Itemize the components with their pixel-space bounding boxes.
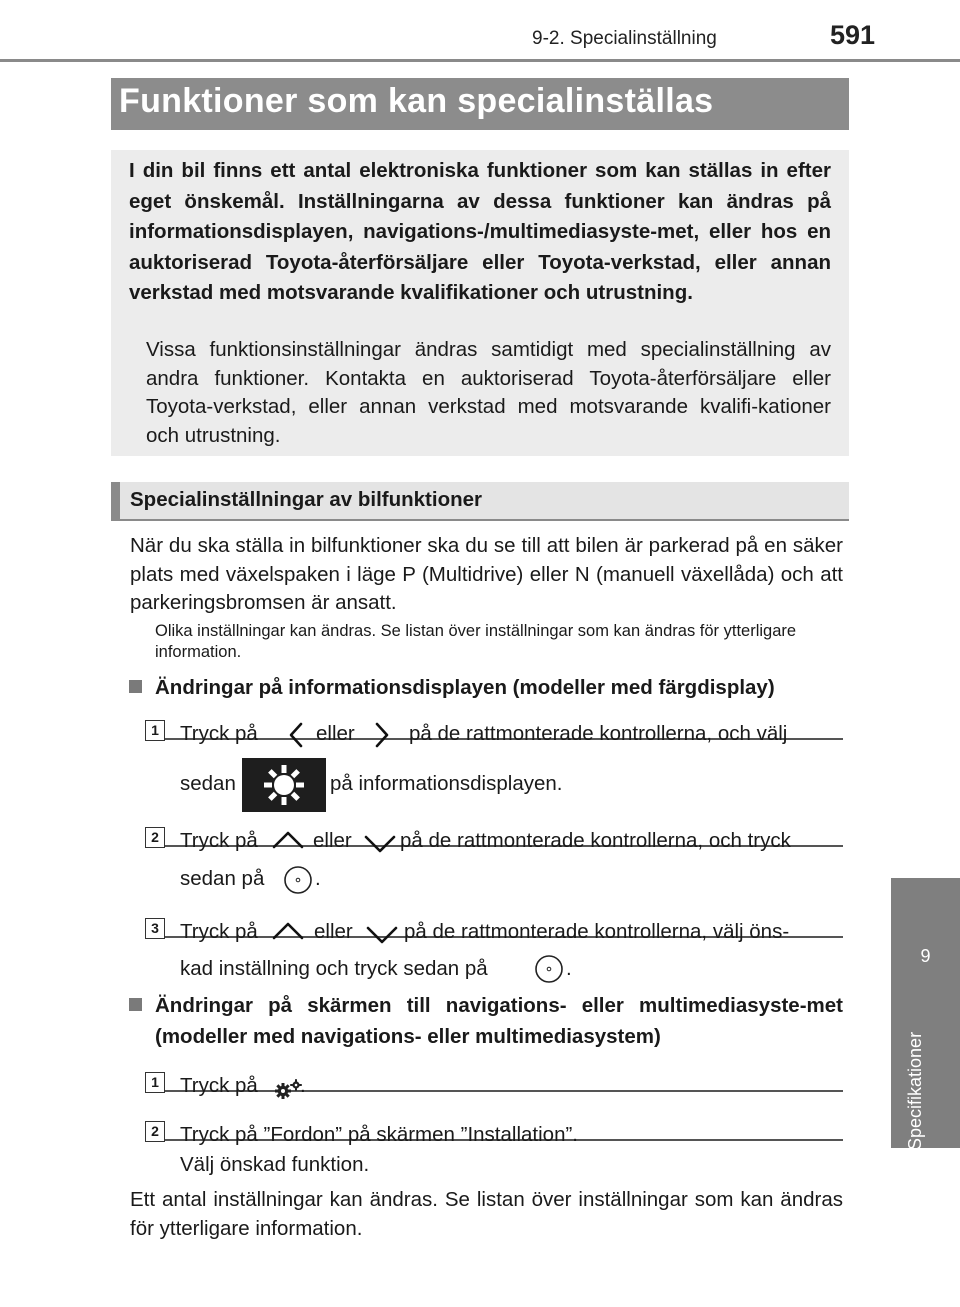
step-text-part: på de rattmonterade kontrollerna, och välj bbox=[409, 722, 788, 745]
step-text-part: på informationsdisplayen. bbox=[330, 772, 563, 795]
step-text-part: sedan på bbox=[180, 867, 265, 890]
subsection-heading-navigation: Ändringar på skärmen till navigations- eller multimediasyste-met (modeller med navigations- eller multimediasystem) bbox=[155, 994, 843, 1048]
step-text-part: Tryck på bbox=[180, 920, 258, 943]
step-text: Välj önskad funktion. bbox=[180, 1153, 370, 1176]
chapter-label: Specifikationer bbox=[905, 1031, 925, 1150]
step-text-part: Tryck på bbox=[180, 1074, 258, 1097]
step-text-part: sedan bbox=[180, 772, 236, 795]
header-rule bbox=[0, 59, 960, 62]
step-text-part: . bbox=[566, 957, 572, 980]
square-bullet-icon bbox=[129, 680, 142, 693]
step-text-part: eller bbox=[316, 722, 355, 745]
intro-paragraph: När du ska ställa in bilfunktioner ska du se till att bilen är parkerad på en säker plats med växelspaken i läge P (Multidrive) eller N (manuell växellåda) och att parkeringsbromsen är ansatt. bbox=[130, 534, 843, 614]
sun-gear-icon bbox=[242, 758, 326, 812]
step-text-part: eller bbox=[314, 920, 353, 943]
chevron-up-icon bbox=[270, 828, 306, 852]
intro-paragraph-note: Olika inställningar kan ändras. Se listan över inställningar som kan ändras för ytterligare information. bbox=[155, 622, 797, 661]
chevron-left-icon bbox=[284, 720, 308, 750]
settings-display-icon bbox=[242, 758, 326, 812]
ok-button-icon bbox=[533, 953, 565, 985]
step-text-part: Tryck på bbox=[180, 722, 258, 745]
page-title: Funktioner som kan specialinställas bbox=[119, 82, 714, 120]
step-number-badge: 1 bbox=[145, 1072, 165, 1093]
chevron-down-icon bbox=[362, 832, 398, 856]
chevron-right-icon bbox=[370, 720, 394, 750]
step-text-part: eller bbox=[313, 829, 352, 852]
step-number-badge: 2 bbox=[145, 1121, 165, 1142]
step-text-part: Tryck på bbox=[180, 829, 258, 852]
chevron-up-icon bbox=[270, 919, 306, 943]
page-number: 591 bbox=[830, 20, 876, 50]
step-text-part: kad inställning och tryck sedan på bbox=[180, 957, 488, 980]
subsection-heading-color-display: Ändringar på informationsdisplayen (modeller med färgdisplay) bbox=[155, 676, 775, 699]
chapter-number: 9 bbox=[920, 946, 931, 966]
step-number-badge: 1 bbox=[145, 720, 165, 741]
step-number-badge: 3 bbox=[145, 918, 165, 939]
closing-paragraph: Ett antal inställningar kan ändras. Se listan över inställningar som kan ändras för ytterligare information. bbox=[130, 1188, 843, 1240]
intro-note: Vissa funktionsinställningar ändras samtidigt med specialinställning av andra funktioner. Kontakta en auktoriserad Toyota-återförsäljare eller Toyota-verkstad, eller annan verkstad med motsvarande kvalifi-kationer och utrustning. bbox=[146, 338, 831, 447]
section-heading-accent bbox=[111, 482, 120, 520]
step-text: Tryck på ”Fordon” på skärmen ”Installation”. bbox=[180, 1123, 578, 1146]
step-text bbox=[180, 720, 258, 748]
section-heading: Specialinställningar av bilfunktioner bbox=[130, 488, 482, 511]
step-text-part: . bbox=[315, 867, 321, 890]
intro-bold-text: I din bil finns ett antal elektroniska funktioner som kan ställas in efter eget önskemål. Inställningarna av dessa funktioner kan ändras på informationsdisplayen, navigations-/multimediasyste-met, eller hos en auktoriserad Toyota-återförsäljare eller Toyota-verkstad, eller annan verkstad med motsvarande kvalifikationer och utrustning. bbox=[129, 159, 831, 304]
step-number-badge: 2 bbox=[145, 827, 165, 848]
header-section-title: 9-2. Specialinställning bbox=[532, 28, 717, 49]
square-bullet-icon bbox=[129, 998, 142, 1011]
step-text-part: . bbox=[300, 1074, 306, 1097]
ok-button-icon bbox=[282, 864, 314, 896]
step-text-part: på de rattmonterade kontrollerna, välj öns- bbox=[404, 920, 790, 943]
section-heading-rule bbox=[111, 519, 849, 521]
chevron-down-icon bbox=[364, 923, 400, 947]
step-text-part: på de rattmonterade kontrollerna, och tryck bbox=[400, 829, 791, 852]
